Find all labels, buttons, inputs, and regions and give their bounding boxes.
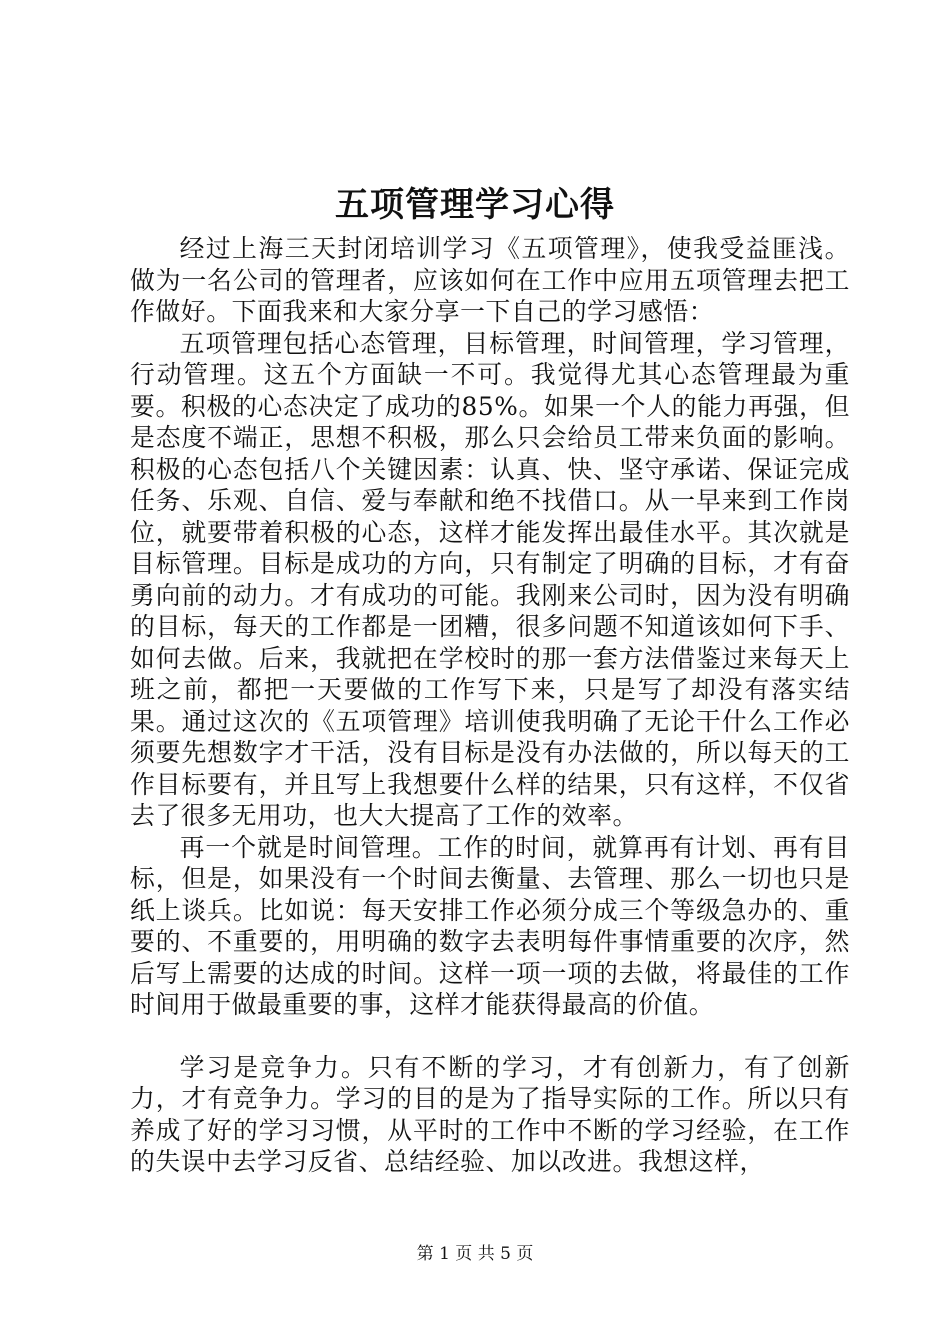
document-body xyxy=(130,233,850,1178)
document-title: 五项管理学习心得 xyxy=(335,185,615,225)
paragraph-intro: 经过上海三天封闭培训学习《五项管理》，使我受益匪浅。做为一名公司的管理者，应该如何在工作中应用五项管理去把工作做好。下面我来和大家分享一下自己的学习感悟： xyxy=(130,234,850,326)
paragraph-learning: 学习是竞争力。只有不断的学习，才有创新力，有了创新力，才有竞争力。学习的目的是为了指导实际的工作。所以只有养成了好的学习习惯，从平时的工作中不断的学习经验，在工作的失误中去学习反省、总结经验、加以改进。我想这样， xyxy=(130,1052,850,1176)
paragraph-mindset-goals: 五项管理包括心态管理，目标管理，时间管理，学习管理，行动管理。这五个方面缺一不可。我觉得尤其心态管理最为重要。积极的心态决定了成功的85%。如果一个人的能力再强，但是态度不端正，思想不积极，那么只会给员工带来负面的影响。积极的心态包括八个关键因素：认真、快、坚守承诺、保证完成任务、乐观、自信、爱与奉献和绝不找借口。从一早来到工作岗位，就要带着积极的心态，这样才能发挥出最佳水平。其次就是目标管理。目标是成功的方向，只有制定了明确的目标，才有奋勇向前的动力。才有成功的可能。我刚来公司时，因为没有明确的目标，每天的工作都是一团糟，很多问题不知道该如何下手、如何去做。后来，我就把在学校时的那一套方法借鉴过来每天上班之前，都把一天要做的工作写下来，只是写了却没有落实结果。通过这次的《五项管理》培训使我明确了无论干什么工作必须要先想数字才干活，没有目标是没有办法做的，所以每天的工作目标要有，并且写上我想要什么样的结果，只有这样，不仅省去了很多无用功，也大大提高了工作的效率。 xyxy=(130,328,850,830)
paragraph-time-management: 再一个就是时间管理。工作的时间，就算再有计划、再有目标，但是，如果没有一个时间去衡量、去管理、那么一切也只是纸上谈兵。比如说：每天安排工作必须分成三个等级急办的、重要的、不重要的，用明确的数字去表明每件事情重要的次序，然后写上需要的达成的时间。这样一项一项的去做，将最佳的工作时间用于做最重要的事，这样才能获得最高的价值。 xyxy=(130,832,850,1019)
page-footer: 第 1 页 共 5 页 xyxy=(416,1244,534,1264)
